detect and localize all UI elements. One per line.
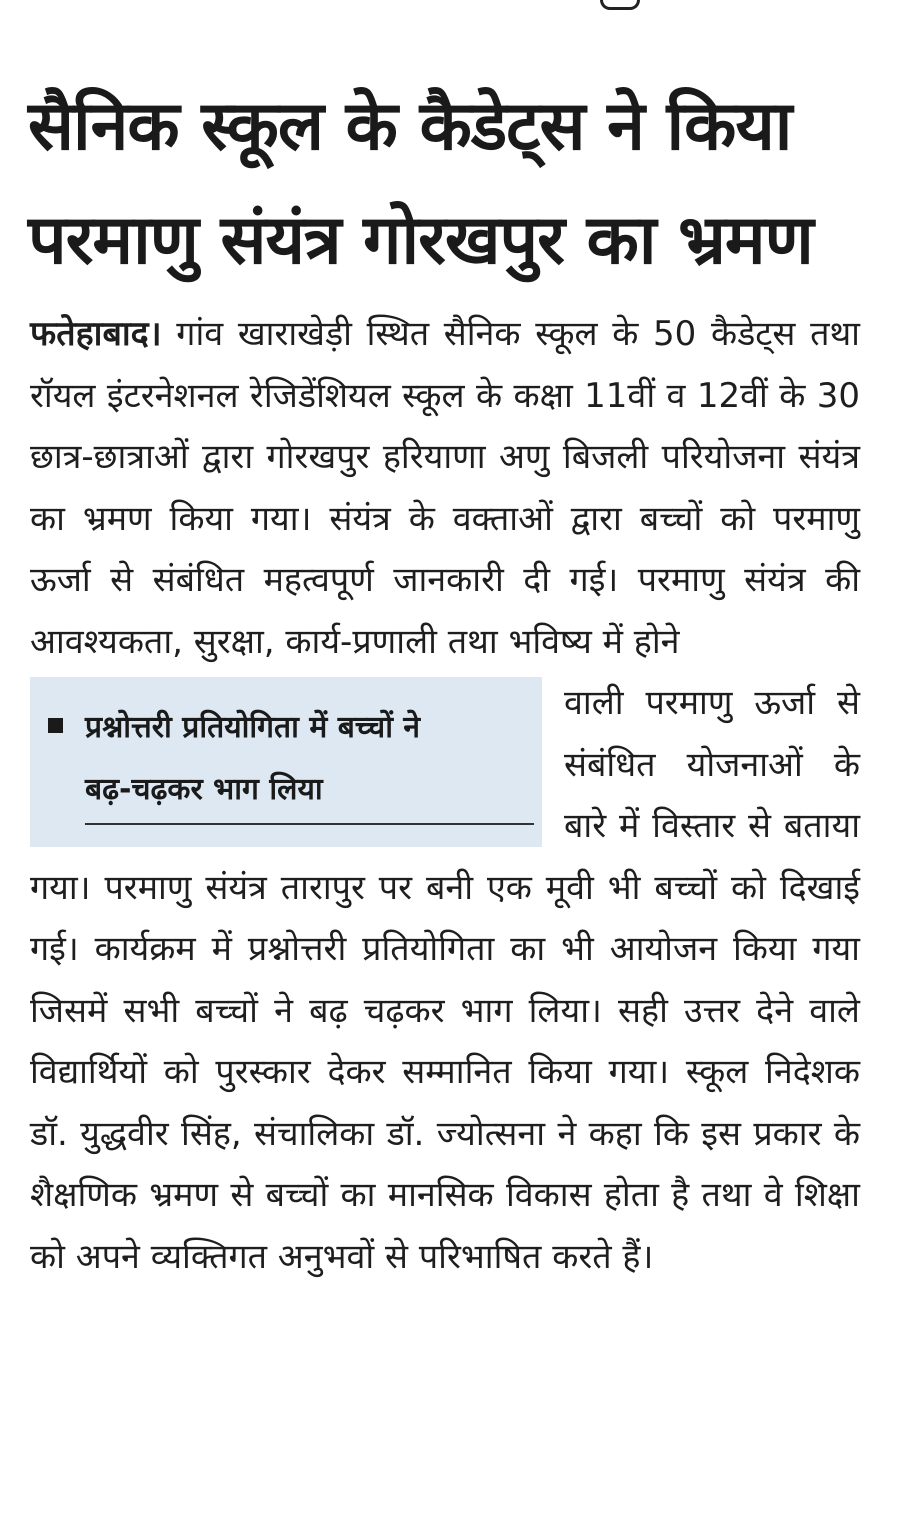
pull-quote-divider	[85, 823, 534, 825]
article-body	[30, 304, 860, 1288]
article-text-part-1: गांव खाराखेड़ी स्थित सैनिक स्कूल के 50 कैडेट्स तथा रॉयल इंटरनेशनल रेजिडेंशियल स्कूल के कक्षा 11वीं व 12वीं के 30 छात्र-छात्राओं द्वारा गोरखपुर हरियाणा अणु बिजली परियोजना संयंत्र का भ्रमण किया गया। संयंत्र के वक्ताओं द्वारा बच्चों को परमाणु ऊर्जा से संबंधित महत्वपूर्ण जानकारी दी गई। परमाणु संयंत्र की आवश्यकता, सुरक्षा, कार्य-प्रणाली तथा भविष्य में होने	[30, 314, 860, 662]
headline	[28, 70, 878, 298]
dateline: फतेहाबाद।	[30, 314, 162, 354]
pull-quote-line-2: बढ़-चढ़कर भाग लिया	[85, 772, 323, 807]
headline-line-2: परमाणु संयंत्र गोरखपुर का भ्रमण	[28, 201, 813, 280]
pull-quote-box	[30, 677, 542, 847]
article-paragraph-1	[30, 304, 860, 673]
article-paragraph-2: वाली परमाणु ऊर्जा से संबंधित योजनाओं के बारे में विस्तार से बताया गया। परमाणु संयंत्र तारापुर पर बनी एक मूवी भी बच्चों को दिखाई गई। कार्यक्रम में प्रश्नोत्तरी प्रतियोगिता का भी आयोजन किया गया जिसमें सभी बच्चों ने बढ़ चढ़कर भाग लिया। सही उत्तर देने वाले विद्यार्थियों को पुरस्कार देकर सम्मानित किया गया। स्कूल निदेशक डॉ. युद्धवीर सिंह, संचालिका डॉ. ज्योत्सना ने कहा कि इस प्रकार के शैक्षणिक भ्रमण से बच्चों का मानसिक विकास होता है तथा वे शिक्षा को अपने व्यक्तिगत अनुभवों से परिभाषित करते हैं।	[30, 683, 860, 1277]
headline-line-1: सैनिक स्कूल के कैडेट्स ने किया	[28, 87, 792, 166]
pull-quote-text	[48, 697, 532, 821]
pull-quote-line-1: प्रश्नोत्तरी प्रतियोगिता में बच्चों ने	[85, 710, 421, 745]
square-bullet-icon	[48, 718, 63, 733]
clipping-edge-mark	[600, 0, 640, 10]
